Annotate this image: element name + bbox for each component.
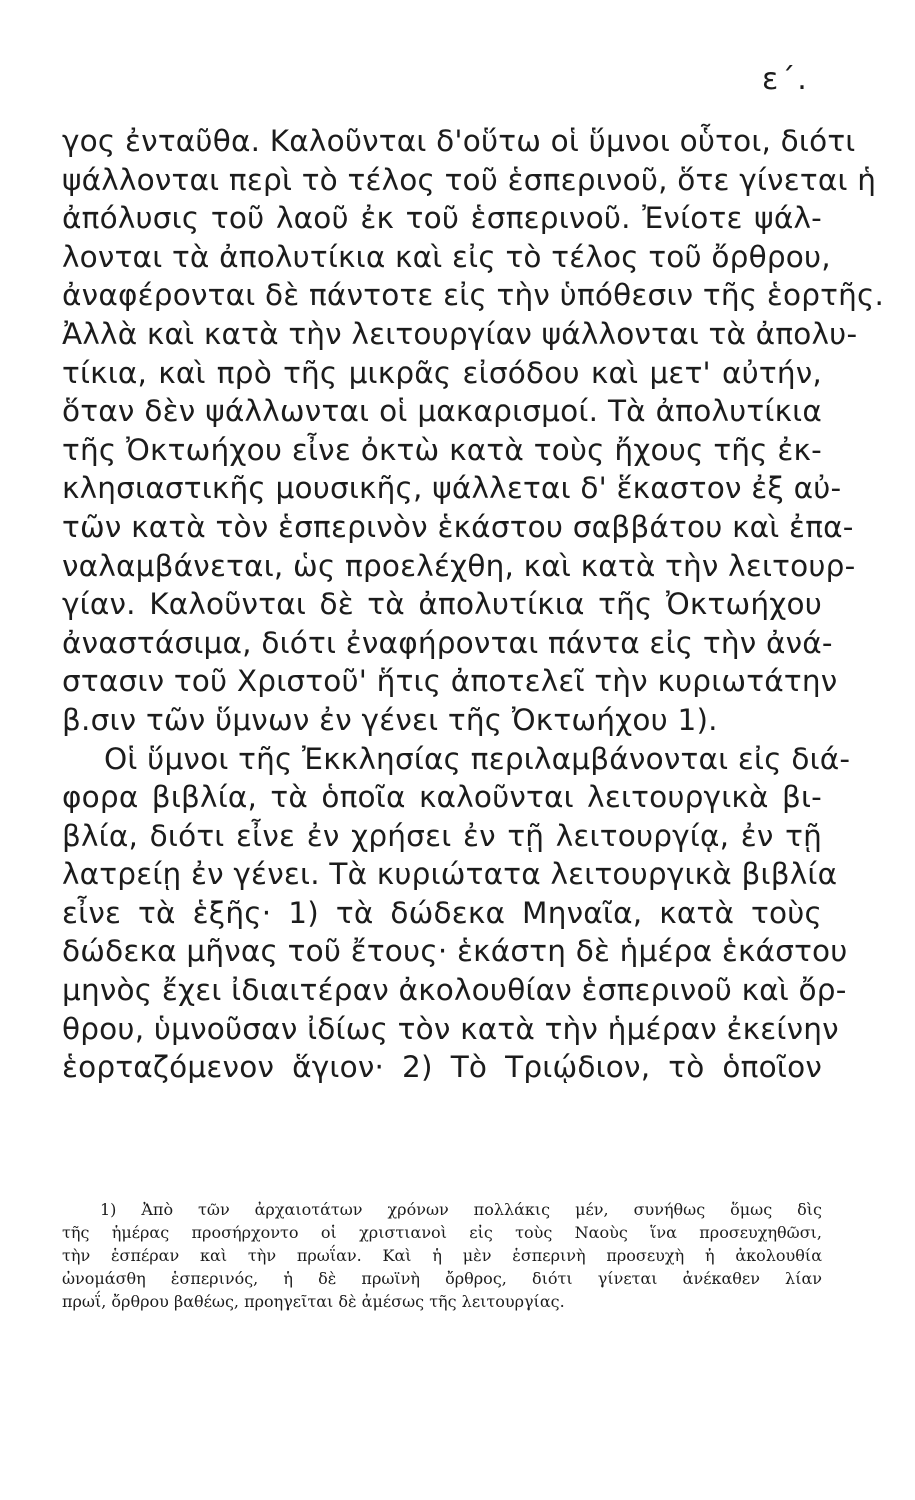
footnote-line: τῆς ἡμέρας προσήρχοντο οἱ χριστιανοὶ εἰς τοὺς Ναοὺς ἵνα προσευχηθῶσι,: [62, 1223, 822, 1242]
text-line: κλησιαστικῆς μουσικῆς, ψάλλεται δ' ἕκαστον ἐξ αὐ-: [62, 471, 842, 506]
footnote-line: πρωΐ, ὄρθρου βαθέως, προηγεῖται δὲ ἀμέσως τῆς λειτουργίας.: [62, 1292, 565, 1311]
text-line: εἶνε τὰ ἑξῆς· 1) τὰ δώδεκα Μηναῖα, κατὰ τοὺς: [62, 895, 822, 930]
text-line: Ἀλλὰ καὶ κατὰ τὴν λειτουργίαν ψάλλονται τὰ ἀπολυ-: [62, 316, 858, 351]
text-line: ψάλλονται περὶ τὸ τέλος τοῦ ἑσπερινοῦ, ὅτε γίνεται ἡ: [62, 162, 877, 197]
body-text: [62, 122, 885, 1087]
text-line: μηνὸς ἔχει ἰδιαιτέραν ἀκολουθίαν ἑσπερινοῦ καὶ ὄρ-: [62, 973, 847, 1008]
text-line: ἀναφέρονται δὲ πάντοτε εἰς τὴν ὑπόθεσιν τῆς ἑορτῆς.: [62, 278, 885, 313]
footnote-line: 1) Ἀπὸ τῶν ἀρχαιοτάτων χρόνων πολλάκις μέν, συνήθως ὅμως δὶς: [100, 1200, 822, 1219]
footnote-line: τὴν ἑσπέραν καὶ τὴν πρωΐαν. Καὶ ἡ μὲν ἑσπερινὴ προσευχὴ ἡ ἀκολουθία: [62, 1246, 822, 1265]
text-line: φορα βιβλία, τὰ ὁποῖα καλοῦνται λειτουργικὰ βι-: [62, 780, 822, 815]
text-line: γίαν. Καλοῦνται δὲ τὰ ἀπολυτίκια τῆς Ὀκτωήχου: [62, 587, 822, 622]
text-line: λατρείῃ ἐν γένει. Τὰ κυριώτατα λειτουργικὰ βιβλία: [62, 857, 838, 892]
text-line: ὅταν δὲν ψάλλωνται οἱ μακαρισμοί. Τὰ ἀπολυτίκια: [62, 394, 822, 429]
text-line: τῶν κατὰ τὸν ἑσπερινὸν ἑκάστου σαββάτου καὶ ἐπα-: [62, 509, 854, 544]
text-line: ἀναστάσιμα, διότι ἐναφήρονται πάντα εἰς τὴν ἀνά-: [62, 625, 833, 660]
text-line: β.σιν τῶν ὕμνων ἐν γένει τῆς Ὀκτωήχου 1).: [62, 702, 718, 737]
text-line: στασιν τοῦ Χριστοῦ' ἥτις ἀποτελεῖ τὴν κυριωτάτην: [62, 664, 838, 699]
page-number: ε΄.: [762, 62, 809, 97]
text-line: γος ἐνταῦθα. Καλοῦνται δ'οὕτω οἱ ὕμνοι οὗτοι, διότι: [62, 124, 856, 158]
text-line: βλία, διότι εἶνε ἐν χρήσει ἐν τῇ λειτουργίᾳ, ἐν τῇ: [62, 818, 822, 853]
text-line: λονται τὰ ἀπολυτίκια καὶ εἰς τὸ τέλος τοῦ ὄρθρου,: [62, 239, 831, 274]
footnotes: [62, 1198, 822, 1313]
text-line: ναλαμβάνεται, ὡς προελέχθη, καὶ κατὰ τὴν λειτουρ-: [62, 548, 856, 583]
text-line: τίκια, καὶ πρὸ τῆς μικρᾶς εἰσόδου καὶ μετ' αὐτήν,: [62, 355, 822, 390]
text-line: θρου, ὑμνοῦσαν ἰδίως τὸν κατὰ τὴν ἡμέραν ἐκείνην: [62, 1011, 839, 1046]
text-line: δώδεκα μῆνας τοῦ ἔτους· ἑκάστη δὲ ἡμέρα ἑκάστου: [62, 934, 848, 969]
text-line: Οἱ ὕμνοι τῆς Ἐκκλησίας περιλαμβάνονται εἰς διά-: [104, 741, 851, 776]
text-line: τῆς Ὀκτωήχου εἶνε ὀκτὼ κατὰ τοὺς ἤχους τῆς ἐκ-: [62, 432, 822, 467]
footnote-line: ὠνομάσθη ἑσπερινός, ἡ δὲ πρωϊνὴ ὄρθρος, διότι γίνεται ἀνέκαθεν λίαν: [62, 1269, 822, 1288]
text-line: ἑορταζόμενον ἅγιον· 2) Τὸ Τριῴδιον, τὸ ὁποῖον: [62, 1050, 822, 1085]
text-line: ἀπόλυσις τοῦ λαοῦ ἐκ τοῦ ἑσπερινοῦ. Ἐνίοτε ψάλ-: [62, 201, 822, 236]
